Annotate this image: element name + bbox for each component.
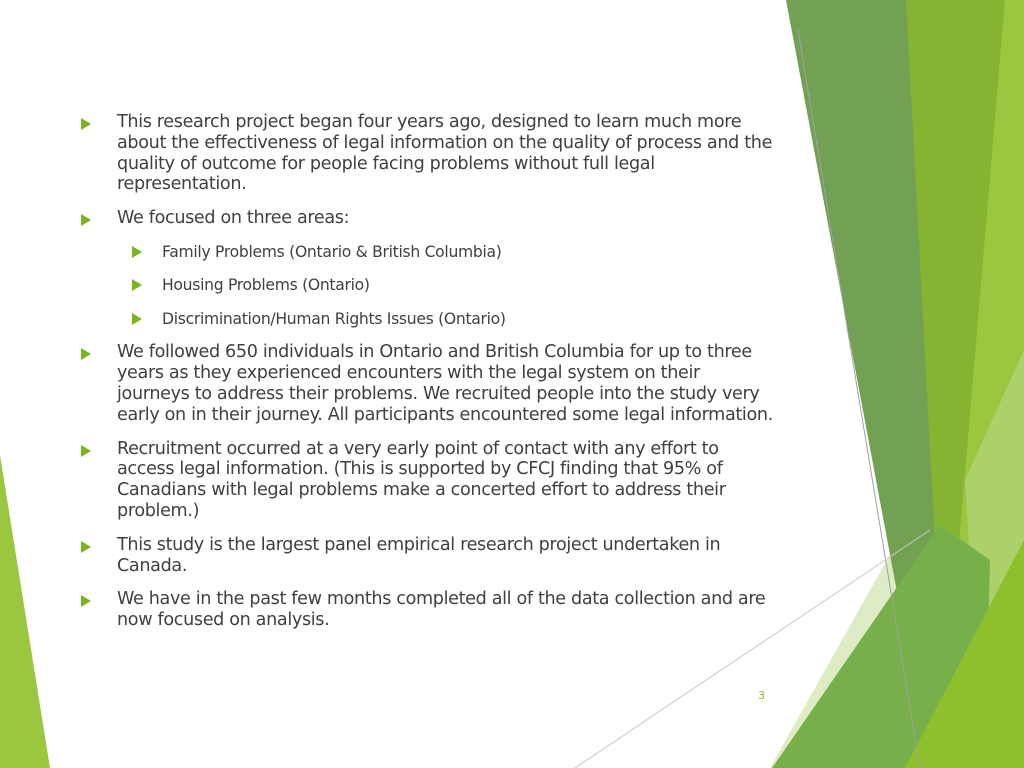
bullet-text: We focused on three areas:	[117, 208, 350, 229]
bullet-650-individuals	[76, 342, 776, 425]
bullet-largest-study	[76, 535, 776, 577]
triangle-right-icon	[132, 246, 142, 258]
bullet-text: We followed 650 individuals in Ontario and British Columbia for up to three years as they experienced encounters with the legal system on their journeys to address their problems. We recruited people into the study very early on in their journey. All participants encountered some legal information.	[117, 342, 773, 425]
triangle-right-icon	[132, 279, 142, 291]
sub-bullet-housing	[76, 275, 776, 295]
sub-bullet-text: Discrimination/Human Rights Issues (Ontario)	[162, 309, 506, 328]
bullet-text: We have in the past few months completed all of the data collection and are now focused on analysis.	[117, 589, 766, 631]
page-number: 3	[758, 689, 765, 702]
bullet-data-collection	[76, 589, 776, 631]
sub-bullet-discrimination	[76, 309, 776, 329]
sub-bullet-family	[76, 242, 776, 262]
triangle-right-icon	[81, 595, 91, 607]
bullet-text: This research project began four years ago, designed to learn much more about the effectiveness of legal information on the quality of process and the quality of outcome for people facing problems without full legal representation.	[117, 112, 773, 195]
bullet-text: Recruitment occurred at a very early point of contact with any effort to access legal information. (This is supported by CFCJ finding that 95% of Canadians with legal problems make a concerted effort to address their problem.)	[117, 438, 726, 522]
slide-body	[76, 112, 776, 644]
left-green-wedge	[0, 455, 50, 768]
bullet-text: This study is the largest panel empirical research project undertaken in Canada.	[117, 534, 721, 576]
bullet-recruitment	[76, 439, 776, 522]
triangle-right-icon	[81, 348, 91, 360]
triangle-right-icon	[81, 118, 91, 130]
triangle-right-icon	[81, 445, 91, 457]
sub-bullet-text: Family Problems (Ontario & British Columbia)	[162, 242, 502, 261]
bullet-research-project	[76, 112, 776, 195]
triangle-right-icon	[81, 541, 91, 553]
triangle-right-icon	[132, 313, 142, 325]
sub-bullet-text: Housing Problems (Ontario)	[162, 276, 370, 295]
triangle-right-icon	[81, 214, 91, 226]
bullet-focus-areas	[76, 208, 776, 229]
